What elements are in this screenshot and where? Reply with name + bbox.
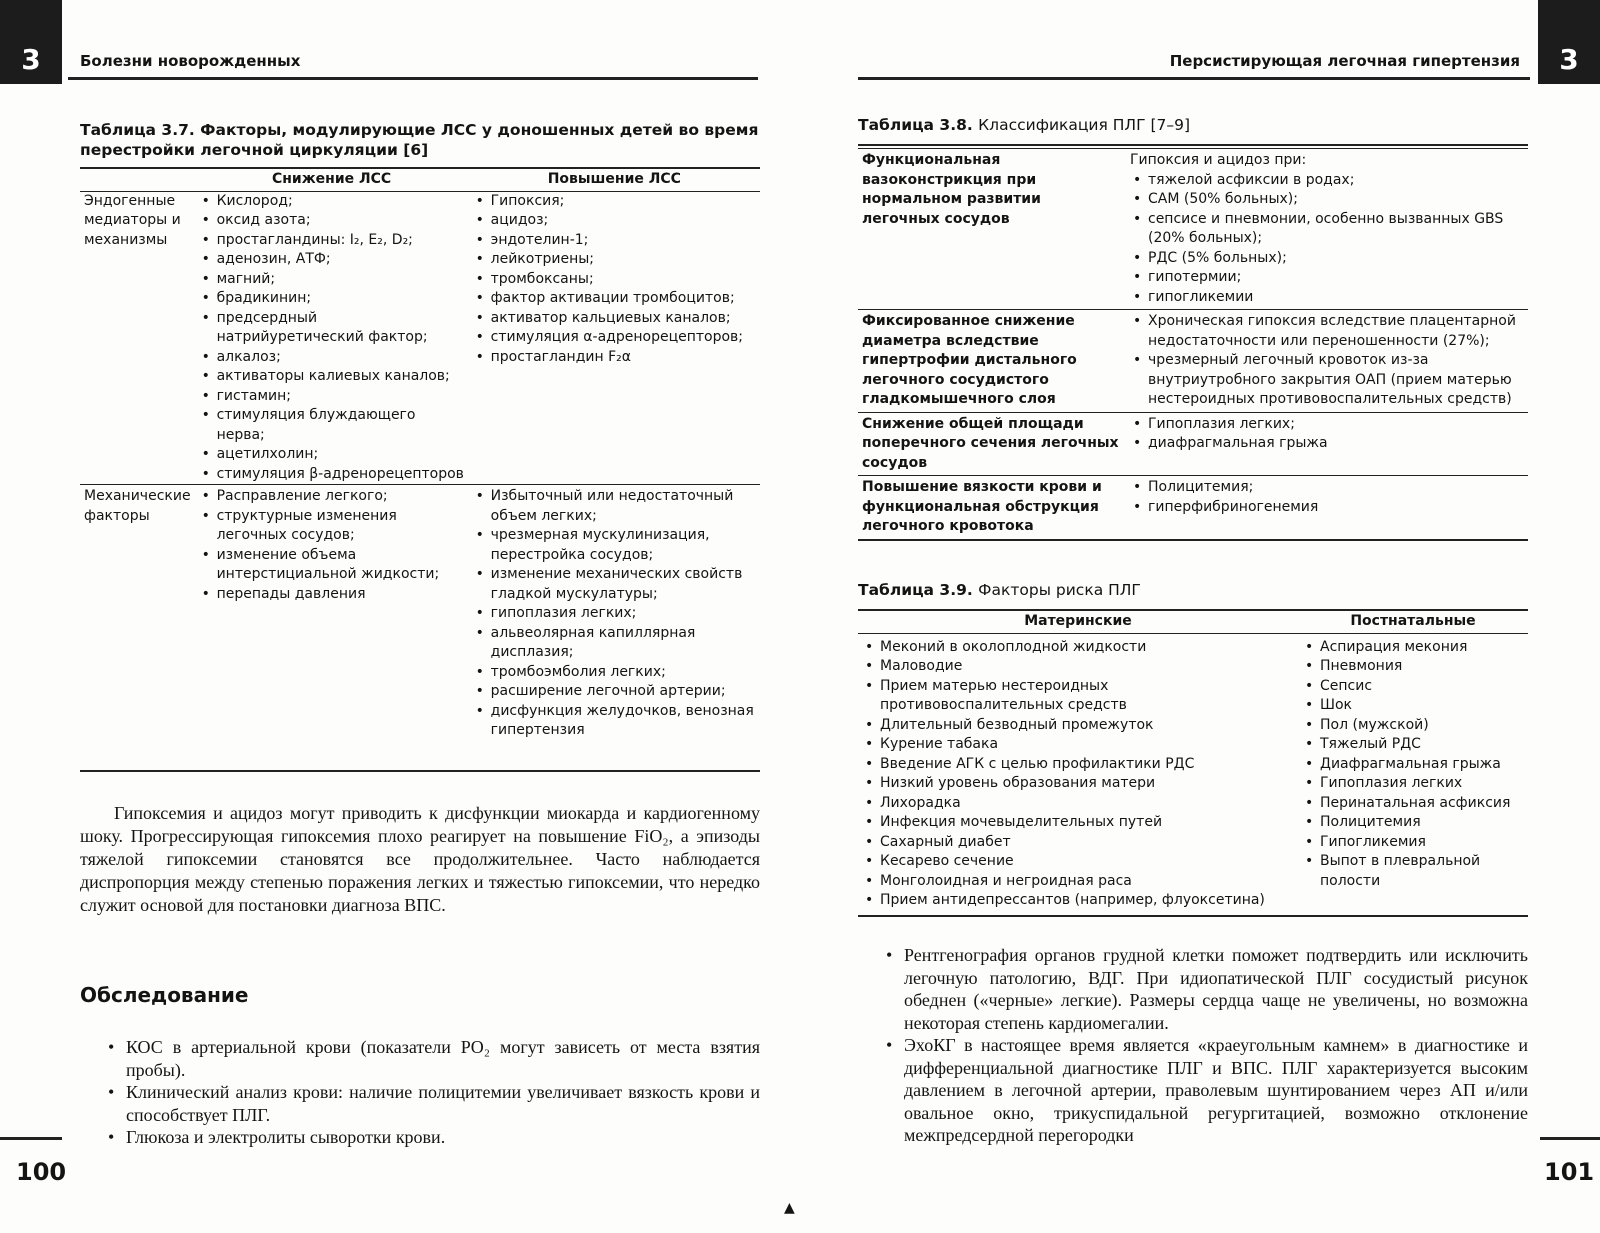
list-item: • активатор кальциевых каналов; bbox=[473, 309, 756, 329]
list-item: • Кислород; bbox=[199, 192, 465, 212]
list-item: • брадикинин; bbox=[199, 289, 465, 309]
list-item: • Гипоплазия легких bbox=[1302, 774, 1524, 794]
factors-table bbox=[80, 170, 760, 743]
row-label: Повышение вязкости крови и функциональная обструкция легочного кровотока bbox=[858, 476, 1126, 540]
list-item: • ЭхоКГ в настоящее время является «краеугольным камнем» в диагностике и дифференциальной диагностике ПЛГ и ВПС. ПЛГ характеризуется высоким давлением в легочной артерии, праволевым шунтированием через АП и/или овальное окно, трикуспидальной регургитацией, возможно отклонение межпредсердной перегородки bbox=[884, 1034, 1528, 1147]
list-item: • КОС в артериальной крови (показатели PO₂ могут зависеть от места взятия пробы). bbox=[106, 1036, 760, 1081]
page-number-rule bbox=[1540, 1137, 1600, 1140]
decrease-cell bbox=[195, 191, 469, 485]
list-item: • Перинатальная асфиксия bbox=[1302, 794, 1524, 814]
list-item: • Низкий уровень образования матери bbox=[862, 774, 1294, 794]
list-item: • изменение объема интерстициальной жидкости; bbox=[199, 546, 465, 585]
body-paragraph: Гипоксемия и ацидоз могут приводить к дисфункции миокарда и кардиогенному шоку. Прогрессирующая гипоксемия плохо реагирует на повышение FiO₂, а эпизоды тяжелой гипоксемии становятся все продолжительнее. Часто наблюдается диспропорция между степенью поражения легких и тяжестью гипоксемии, что нередко служит основой для постановки диагноза ВПС. bbox=[80, 803, 760, 915]
list-item: • Инфекция мочевыделительных путей bbox=[862, 813, 1294, 833]
list-item: • магний; bbox=[199, 270, 465, 290]
table-header-increase: Повышение ЛСС bbox=[469, 170, 760, 191]
list-item: • Введение АГК с целью профилактики РДС bbox=[862, 755, 1294, 775]
list-item: • Гипогликемия bbox=[1302, 833, 1524, 853]
table-row bbox=[858, 412, 1528, 476]
list-item: • гистамин; bbox=[199, 387, 465, 407]
list-item: • гипотермии; bbox=[1130, 268, 1524, 288]
page-number: 101 bbox=[1544, 1158, 1595, 1186]
list-item: • Тяжелый РДС bbox=[1302, 735, 1524, 755]
header-rule bbox=[858, 77, 1530, 80]
list-item: • стимуляция α-адренорецепторов; bbox=[473, 328, 756, 348]
running-head: Болезни новорожденных bbox=[80, 52, 301, 70]
table-caption-label: Таблица 3.7. bbox=[80, 121, 195, 139]
page-number-rule bbox=[0, 1137, 62, 1140]
list-item: • фактор активации тромбоцитов; bbox=[473, 289, 756, 309]
list-item: • диафрагмальная грыжа bbox=[1130, 434, 1524, 454]
row-label: Снижение общей площади поперечного сечения легочных сосудов bbox=[858, 412, 1126, 476]
table8-top-rule bbox=[858, 144, 1528, 146]
list-item: • Кесарево сечение bbox=[862, 852, 1294, 872]
decrease-list bbox=[199, 192, 465, 485]
list-item: • тромбоксаны; bbox=[473, 270, 756, 290]
list-item: • расширение легочной артерии; bbox=[473, 682, 756, 702]
list-item: • активаторы калиевых каналов; bbox=[199, 367, 465, 387]
risk-factors-table bbox=[858, 612, 1528, 911]
row-intro: Гипоксия и ацидоз при: bbox=[1130, 152, 1307, 168]
table-header-decrease: Снижение ЛСС bbox=[195, 170, 469, 191]
list-item: • эндотелин-1; bbox=[473, 231, 756, 251]
list-item: • ацетилхолин; bbox=[199, 445, 465, 465]
list-item: • предсердный натрийуретический фактор; bbox=[199, 309, 465, 348]
list-item: • гипоплазия легких; bbox=[473, 604, 756, 624]
increase-list bbox=[473, 487, 756, 741]
table8-caption bbox=[858, 115, 1528, 135]
list-item: • Избыточный или недостаточный объем легких; bbox=[473, 487, 756, 526]
table-caption-text: Факторы, модулирующие ЛСС у доношенных детей во время перестройки легочной циркуляции [6] bbox=[80, 121, 759, 159]
row-list bbox=[1130, 478, 1524, 517]
row-label: Эндогенные медиаторы и механизмы bbox=[84, 192, 181, 248]
list-item: • Лихорадка bbox=[862, 794, 1294, 814]
list-item: • Длительный безводный промежуток bbox=[862, 716, 1294, 736]
list-item: • простагландин F₂α bbox=[473, 348, 756, 368]
table9-top-rule bbox=[858, 609, 1528, 611]
list-item: • альвеолярная капиллярная дисплазия; bbox=[473, 624, 756, 663]
maternal-cell bbox=[858, 633, 1298, 911]
list-item: • чрезмерная мускулинизация, перестройка сосудов; bbox=[473, 526, 756, 565]
list-item: • Диафрагмальная грыжа bbox=[1302, 755, 1524, 775]
list-item: • Монголоидная и негроидная раса bbox=[862, 872, 1294, 892]
list-item: • Сепсис bbox=[1302, 677, 1524, 697]
decrease-list bbox=[199, 487, 465, 604]
crop-mark: ▲ bbox=[784, 1200, 795, 1216]
list-item: • дисфункция желудочков, венозная гипертензия bbox=[473, 702, 756, 741]
table-row bbox=[858, 310, 1528, 413]
list-item: • гипогликемии bbox=[1130, 288, 1524, 308]
table-header-empty bbox=[80, 170, 195, 191]
list-item: • перепады давления bbox=[199, 585, 465, 605]
table9-label: Таблица 3.9. bbox=[858, 581, 973, 599]
row-content bbox=[1126, 149, 1528, 310]
table-row bbox=[858, 149, 1528, 310]
list-item: • Выпот в плевральной полости bbox=[1302, 852, 1524, 891]
list-item: • Шок bbox=[1302, 696, 1524, 716]
table9-caption bbox=[858, 580, 1528, 600]
list-item: • Меконий в околоплодной жидкости bbox=[862, 638, 1294, 658]
row-content bbox=[1126, 310, 1528, 413]
exam-bullet-list bbox=[106, 1036, 760, 1149]
table8-label: Таблица 3.8. bbox=[858, 116, 973, 134]
list-item: • сепсисе и пневмонии, особенно вызванных GBS (20% больных); bbox=[1130, 210, 1524, 249]
list-item: • Прием антидепрессантов (например, флуоксетина) bbox=[862, 891, 1294, 911]
table-row bbox=[858, 476, 1528, 540]
row-content bbox=[1126, 476, 1528, 540]
list-item: • тромбоэмболия легких; bbox=[473, 663, 756, 683]
list-item: • Аспирация мекония bbox=[1302, 638, 1524, 658]
list-item: • Прием матерью нестероидных противовоспалительных средств bbox=[862, 677, 1294, 716]
row-label: Механические факторы bbox=[80, 485, 195, 743]
table-bottom-rule bbox=[80, 770, 760, 772]
right-page bbox=[800, 0, 1600, 1233]
list-item: • Гипоплазия легких; bbox=[1130, 415, 1524, 435]
increase-list bbox=[473, 192, 756, 368]
classification-table bbox=[858, 148, 1528, 541]
list-item: • Маловодие bbox=[862, 657, 1294, 677]
list-item: • ацидоз; bbox=[473, 211, 756, 231]
list-item: • тяжелой асфиксии в родах; bbox=[1130, 171, 1524, 191]
increase-cell bbox=[469, 191, 760, 485]
list-item: • Рентгенография органов грудной клетки поможет подтвердить или исключить легочную патологию, ВДГ. При идиопатической ПЛГ сосудистый рисунок обеднен («черные» легкие). Размеры сердца чаще не увеличены, но возможна некоторая степень кардиомегалии. bbox=[884, 944, 1528, 1034]
row-list bbox=[1130, 312, 1524, 410]
table-row bbox=[858, 633, 1528, 911]
list-item: • САМ (50% больных); bbox=[1130, 190, 1524, 210]
table9-caption-text: Факторы риска ПЛГ bbox=[978, 581, 1141, 599]
row-label: Фиксированное снижение диаметра вследствие гипертрофии дистального легочного сосудистого гладкомышечного слоя bbox=[858, 310, 1126, 413]
maternal-list bbox=[862, 638, 1294, 911]
list-item: • Курение табака bbox=[862, 735, 1294, 755]
list-item: • изменение механических свойств гладкой мускулатуры; bbox=[473, 565, 756, 604]
table9-bottom-rule bbox=[858, 915, 1528, 917]
list-item: • Клинический анализ крови: наличие полицитемии увеличивает вязкость крови и способствует ПЛГ. bbox=[106, 1081, 760, 1126]
row-list bbox=[1130, 171, 1524, 308]
list-item: • Пол (мужской) bbox=[1302, 716, 1524, 736]
list-item: • лейкотриены; bbox=[473, 250, 756, 270]
increase-cell bbox=[469, 485, 760, 743]
list-item: • Глюкоза и электролиты сыворотки крови. bbox=[106, 1126, 760, 1149]
table-top-rule bbox=[80, 167, 760, 169]
table8-caption-text: Классификация ПЛГ [7–9] bbox=[978, 116, 1191, 134]
list-item: • Сахарный диабет bbox=[862, 833, 1294, 853]
chapter-tab: 3 bbox=[1538, 0, 1600, 84]
list-item: • структурные изменения легочных сосудов; bbox=[199, 507, 465, 546]
list-item: • Пневмония bbox=[1302, 657, 1524, 677]
row-label: Функциональная вазоконстрикция при нормальном развитии легочных сосудов bbox=[858, 149, 1126, 310]
decrease-cell bbox=[195, 485, 469, 743]
row-content bbox=[1126, 412, 1528, 476]
list-item: • простагландины: I₂, E₂, D₂; bbox=[199, 231, 465, 251]
list-item: • Гипоксия; bbox=[473, 192, 756, 212]
list-item: • Полицитемия bbox=[1302, 813, 1524, 833]
postnatal-cell bbox=[1298, 633, 1528, 911]
list-item: • РДС (5% больных); bbox=[1130, 249, 1524, 269]
running-head: Персистирующая легочная гипертензия bbox=[1169, 52, 1520, 70]
section-heading: Обследование bbox=[80, 983, 249, 1007]
list-item: • алкалоз; bbox=[199, 348, 465, 368]
list-item: • аденозин, АТФ; bbox=[199, 250, 465, 270]
list-item: • оксид азота; bbox=[199, 211, 465, 231]
list-item: • Расправление легкого; bbox=[199, 487, 465, 507]
row-list bbox=[1130, 415, 1524, 454]
chapter-tab: 3 bbox=[0, 0, 62, 84]
list-item: • гиперфибриногенемия bbox=[1130, 498, 1524, 518]
table8-body bbox=[858, 149, 1528, 540]
header-rule bbox=[68, 77, 758, 80]
exam-bullet-list bbox=[884, 944, 1528, 1147]
table9-header-maternal: Материнские bbox=[858, 612, 1298, 633]
table-row bbox=[80, 191, 760, 485]
postnatal-list bbox=[1302, 638, 1524, 892]
page-number: 100 bbox=[16, 1158, 67, 1186]
list-item: • Хроническая гипоксия вследствие плацентарной недостаточности или переношенности (27%); bbox=[1130, 312, 1524, 351]
table-caption bbox=[80, 120, 760, 160]
table9-header-postnatal: Постнатальные bbox=[1298, 612, 1528, 633]
list-item: • чрезмерный легочный кровоток из-за внутриутробного закрытия ОАП (прием матерью нестероидных противовоспалительных средств) bbox=[1130, 351, 1524, 410]
list-item: • стимуляция блуждающего нерва; bbox=[199, 406, 465, 445]
list-item: • стимуляция β-адренорецепторов bbox=[199, 465, 465, 485]
table-row bbox=[80, 485, 760, 743]
list-item: • Полицитемия; bbox=[1130, 478, 1524, 498]
